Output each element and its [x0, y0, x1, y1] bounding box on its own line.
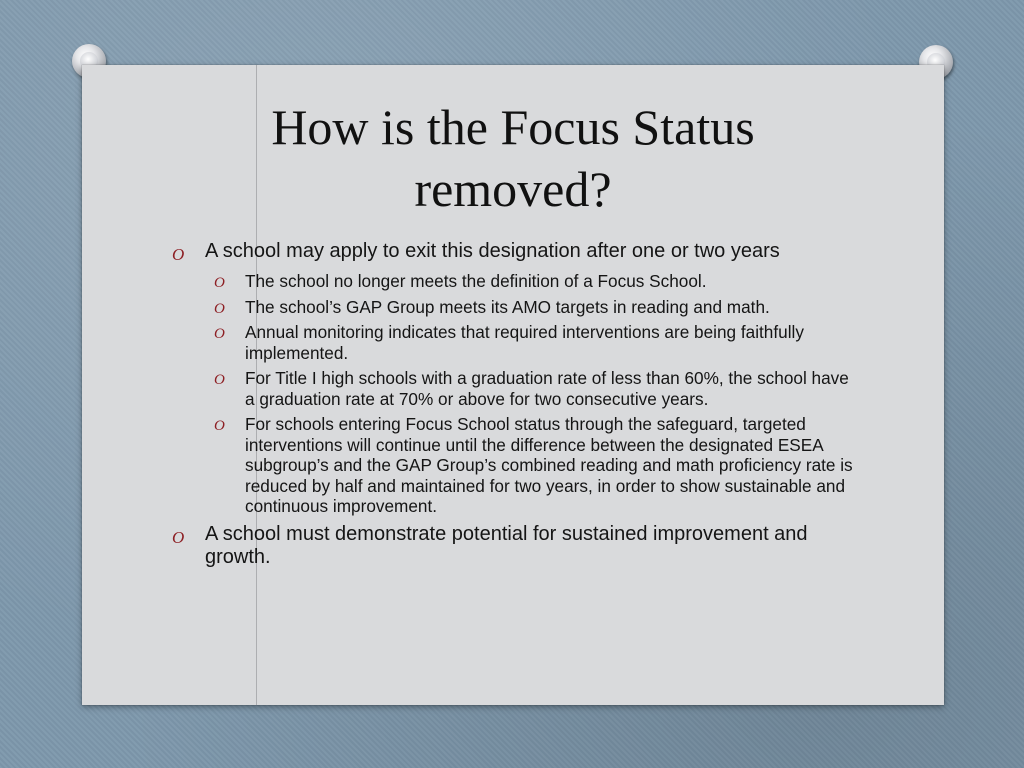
- bullet-o-icon: O: [214, 418, 225, 434]
- bullet-text: A school may apply to exit this designation after one or two years: [205, 240, 780, 262]
- bullet-o-icon: O: [214, 326, 225, 342]
- sub-bullet-item: [170, 271, 860, 292]
- sub-bullet-text: For schools entering Focus School status through the safeguard, targeted interventions will continue until the difference between the designated ESEA subgroup’s and the GAP Group’s combined reading and math proficiency rate is reduced by half and maintained for two years, in order to show sustainable and continuous improvement.: [245, 414, 853, 516]
- bullet-o-icon: O: [214, 275, 225, 291]
- sub-bullet-text: For Title I high schools with a graduation rate of less than 60%, the school have a graduation rate at 70% or above for two consecutive years.: [245, 368, 849, 409]
- bullet-o-icon: O: [214, 372, 225, 388]
- bullet-o-icon: O: [214, 300, 225, 317]
- sub-bullet-list: [170, 271, 860, 517]
- bullet-o-icon: O: [172, 527, 185, 547]
- slide-body: [170, 240, 860, 577]
- sub-bullet-text: Annual monitoring indicates that required interventions are being faithfully implemented.: [245, 322, 804, 363]
- sub-bullet-item: [170, 414, 860, 517]
- slide-title-line-2: removed?: [414, 161, 612, 217]
- slide-title: [82, 96, 944, 220]
- sub-bullet-text: The school no longer meets the definition of a Focus School.: [245, 271, 707, 291]
- bullet-item: [170, 523, 860, 569]
- bullet-text: A school must demonstrate potential for sustained improvement and growth.: [205, 522, 808, 568]
- slide-title-line-1: How is the Focus Status: [271, 99, 755, 155]
- sub-bullet-item: [170, 322, 860, 363]
- sub-bullet-item: [170, 368, 860, 409]
- sub-bullet-item: [170, 297, 860, 318]
- bullet-o-icon: O: [172, 245, 185, 264]
- sub-bullet-text: The school’s GAP Group meets its AMO targets in reading and math.: [245, 296, 770, 317]
- bullet-item: [170, 240, 860, 263]
